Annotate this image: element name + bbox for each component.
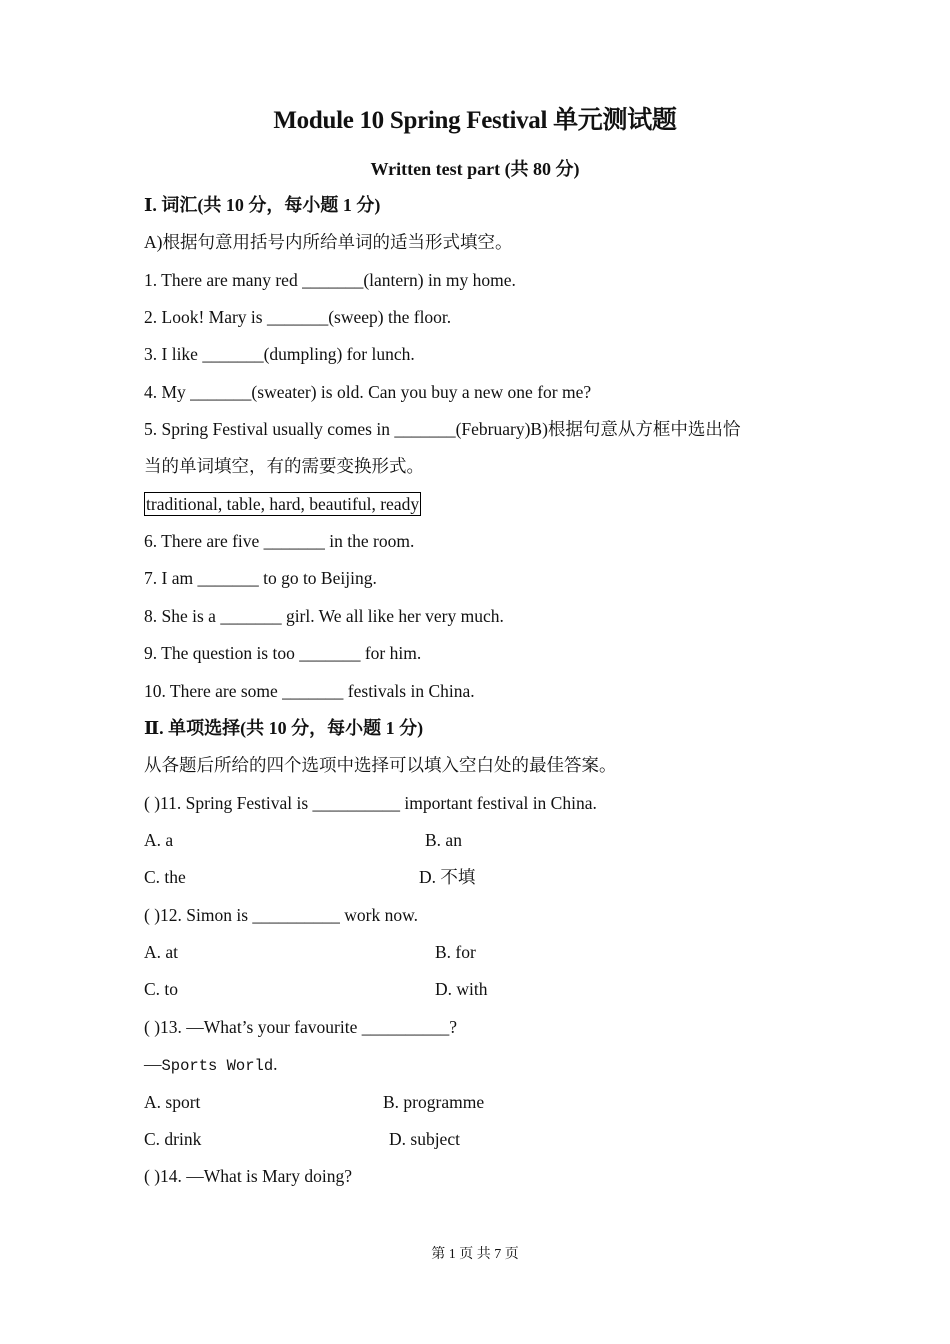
question-3: 3. I like _______(dumpling) for lunch. <box>144 344 415 364</box>
page-subtitle: Written test part (共 80 分) <box>370 159 580 179</box>
section1-heading: Ⅰ. 词汇(共 10 分，每小题 1 分) <box>144 195 381 215</box>
q13-reply-text: Sports World <box>161 1057 274 1075</box>
q11-option-a: A. a <box>144 830 174 850</box>
q11-option-d: D. 不填 <box>419 867 476 887</box>
q13-option-b: B. programme <box>383 1092 485 1112</box>
q12-option-a: A. at <box>144 942 179 962</box>
q12-option-b: B. for <box>435 942 476 962</box>
q12-option-c: C. to <box>144 979 179 999</box>
section1-partA-instruction: A)根据句意用括号内所给单词的适当形式填空。 <box>144 232 513 252</box>
q13-option-c: C. drink <box>144 1129 202 1149</box>
question-14-stem: ( )14. —What is Mary doing? <box>144 1166 353 1186</box>
question-2: 2. Look! Mary is _______(sweep) the floor. <box>144 307 452 327</box>
question-4: 4. My _______(sweater) is old. Can you buy a new one for me? <box>144 382 592 402</box>
section2-instruction: 从各题后所给的四个选项中选择可以填入空白处的最佳答案。 <box>144 755 617 775</box>
q13-option-d: D. subject <box>389 1129 460 1149</box>
question-5: 5. Spring Festival usually comes in _______(February)B)根据句意从方框中选出恰 <box>144 419 741 439</box>
question-12-stem: ( )12. Simon is __________ work now. <box>144 905 419 925</box>
q13-reply <box>144 1053 278 1077</box>
question-13-stem: ( )13. —What’s your favourite __________? <box>144 1017 457 1037</box>
question-9: 9. The question is too _______ for him. <box>144 643 422 663</box>
question-8: 8. She is a _______ girl. We all like her very much. <box>144 606 504 626</box>
question-7: 7. I am _______ to go to Beijing. <box>144 568 377 588</box>
question-10: 10. There are some _______ festivals in China. <box>144 681 475 701</box>
page-title: Module 10 Spring Festival 单元测试题 <box>273 107 677 134</box>
q11-option-c: C. the <box>144 867 186 887</box>
q12-option-d: D. with <box>435 979 488 999</box>
q13-reply-end: . <box>273 1054 278 1074</box>
question-6: 6. There are five _______ in the room. <box>144 531 415 551</box>
q13-reply-dash: — <box>144 1054 162 1074</box>
word-box: traditional, table, hard, beautiful, ready <box>146 494 420 514</box>
section1-partB-instruction: 当的单词填空，有的需要变换形式。 <box>144 456 424 476</box>
q11-option-b: B. an <box>425 830 462 850</box>
section2-heading: Ⅱ. 单项选择(共 10 分，每小题 1 分) <box>144 718 424 738</box>
question-1: 1. There are many red _______(lantern) in my home. <box>144 270 516 290</box>
page-footer: 第 1 页 共 7 页 <box>431 1247 519 1262</box>
q13-option-a: A. sport <box>144 1092 201 1112</box>
question-11-stem: ( )11. Spring Festival is __________ important festival in China. <box>144 793 597 813</box>
